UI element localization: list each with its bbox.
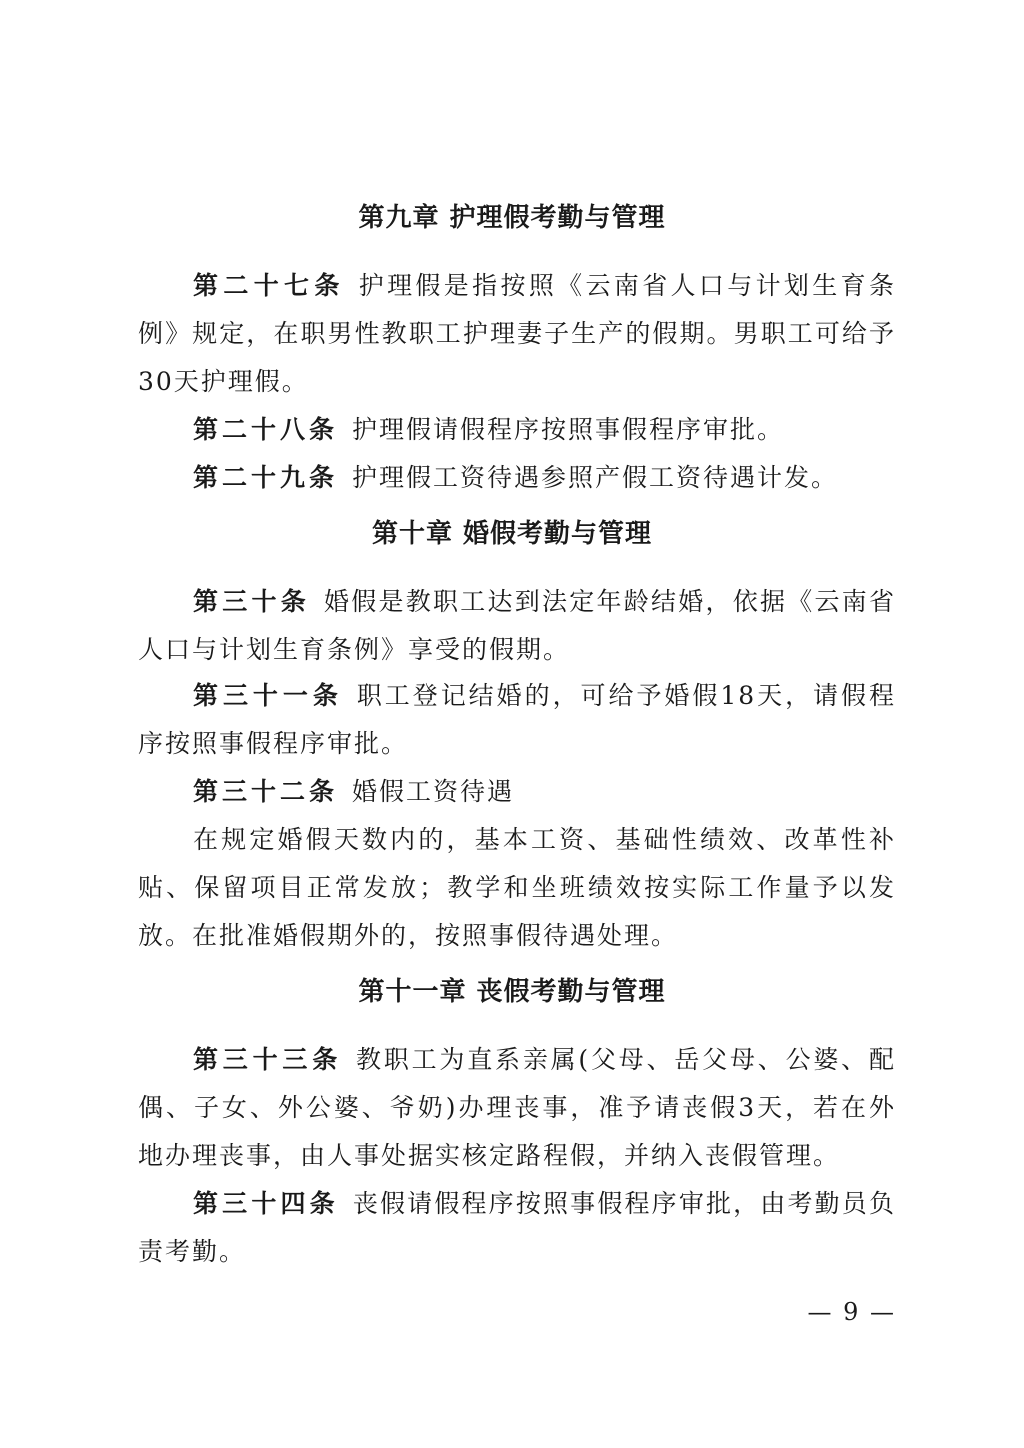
article-34-label: 第三十四条	[193, 1189, 339, 1218]
article-30	[138, 578, 896, 674]
article-27	[138, 262, 896, 406]
article-29	[138, 454, 896, 502]
article-30-text: 婚假是教职工达到法定年龄结婚，依据《云南省人口与计划生育条例》享受的假期。	[138, 587, 896, 664]
article-30-label: 第三十条	[193, 587, 310, 616]
article-33-text: 教职工为直系亲属(父母、岳父母、公婆、配偶、子女、外公婆、爷奶)办理丧事，准予请丧假3天，若在外地办理丧事，由人事处据实核定路程假，并纳入丧假管理。	[138, 1045, 896, 1170]
article-34-text: 丧假请假程序按照事假程序审批，由考勤员负责考勤。	[138, 1189, 896, 1266]
article-29-text: 护理假工资待遇参照产假工资待遇计发。	[352, 463, 839, 492]
article-33	[138, 1036, 896, 1180]
article-32-text: 婚假工资待遇	[352, 777, 515, 806]
article-29-label: 第二十九条	[193, 463, 339, 492]
page-number: — 9 —	[807, 1298, 896, 1326]
article-34	[138, 1180, 896, 1276]
article-32-detail: 在规定婚假天数内的，基本工资、基础性绩效、改革性补贴、保留项目正常发放；教学和坐班绩效按实际工作量予以发放。在批准婚假期外的，按照事假待遇处理。	[138, 825, 896, 950]
article-32	[138, 768, 896, 816]
chapter-11-heading: 第十一章 丧假考勤与管理	[358, 977, 666, 1007]
article-33-label: 第三十三条	[193, 1045, 343, 1074]
article-27-text: 护理假是指按照《云南省人口与计划生育条例》规定，在职男性教职工护理妻子生产的假期。男职工可给予30天护理假。	[138, 271, 896, 396]
article-28-text: 护理假请假程序按照事假程序审批。	[352, 415, 785, 444]
article-31-label: 第三十一条	[193, 681, 343, 710]
chapter-10-heading: 第十章 婚假考勤与管理	[371, 519, 653, 549]
article-31-text: 职工登记结婚的，可给予婚假18天，请假程序按照事假程序审批。	[138, 681, 896, 758]
article-28	[138, 406, 896, 454]
article-28-label: 第二十八条	[193, 415, 339, 444]
article-27-label: 第二十七条	[193, 271, 345, 300]
article-31	[138, 672, 896, 768]
chapter-9-heading: 第九章 护理假考勤与管理	[358, 203, 666, 233]
article-32-label: 第三十二条	[193, 777, 339, 806]
